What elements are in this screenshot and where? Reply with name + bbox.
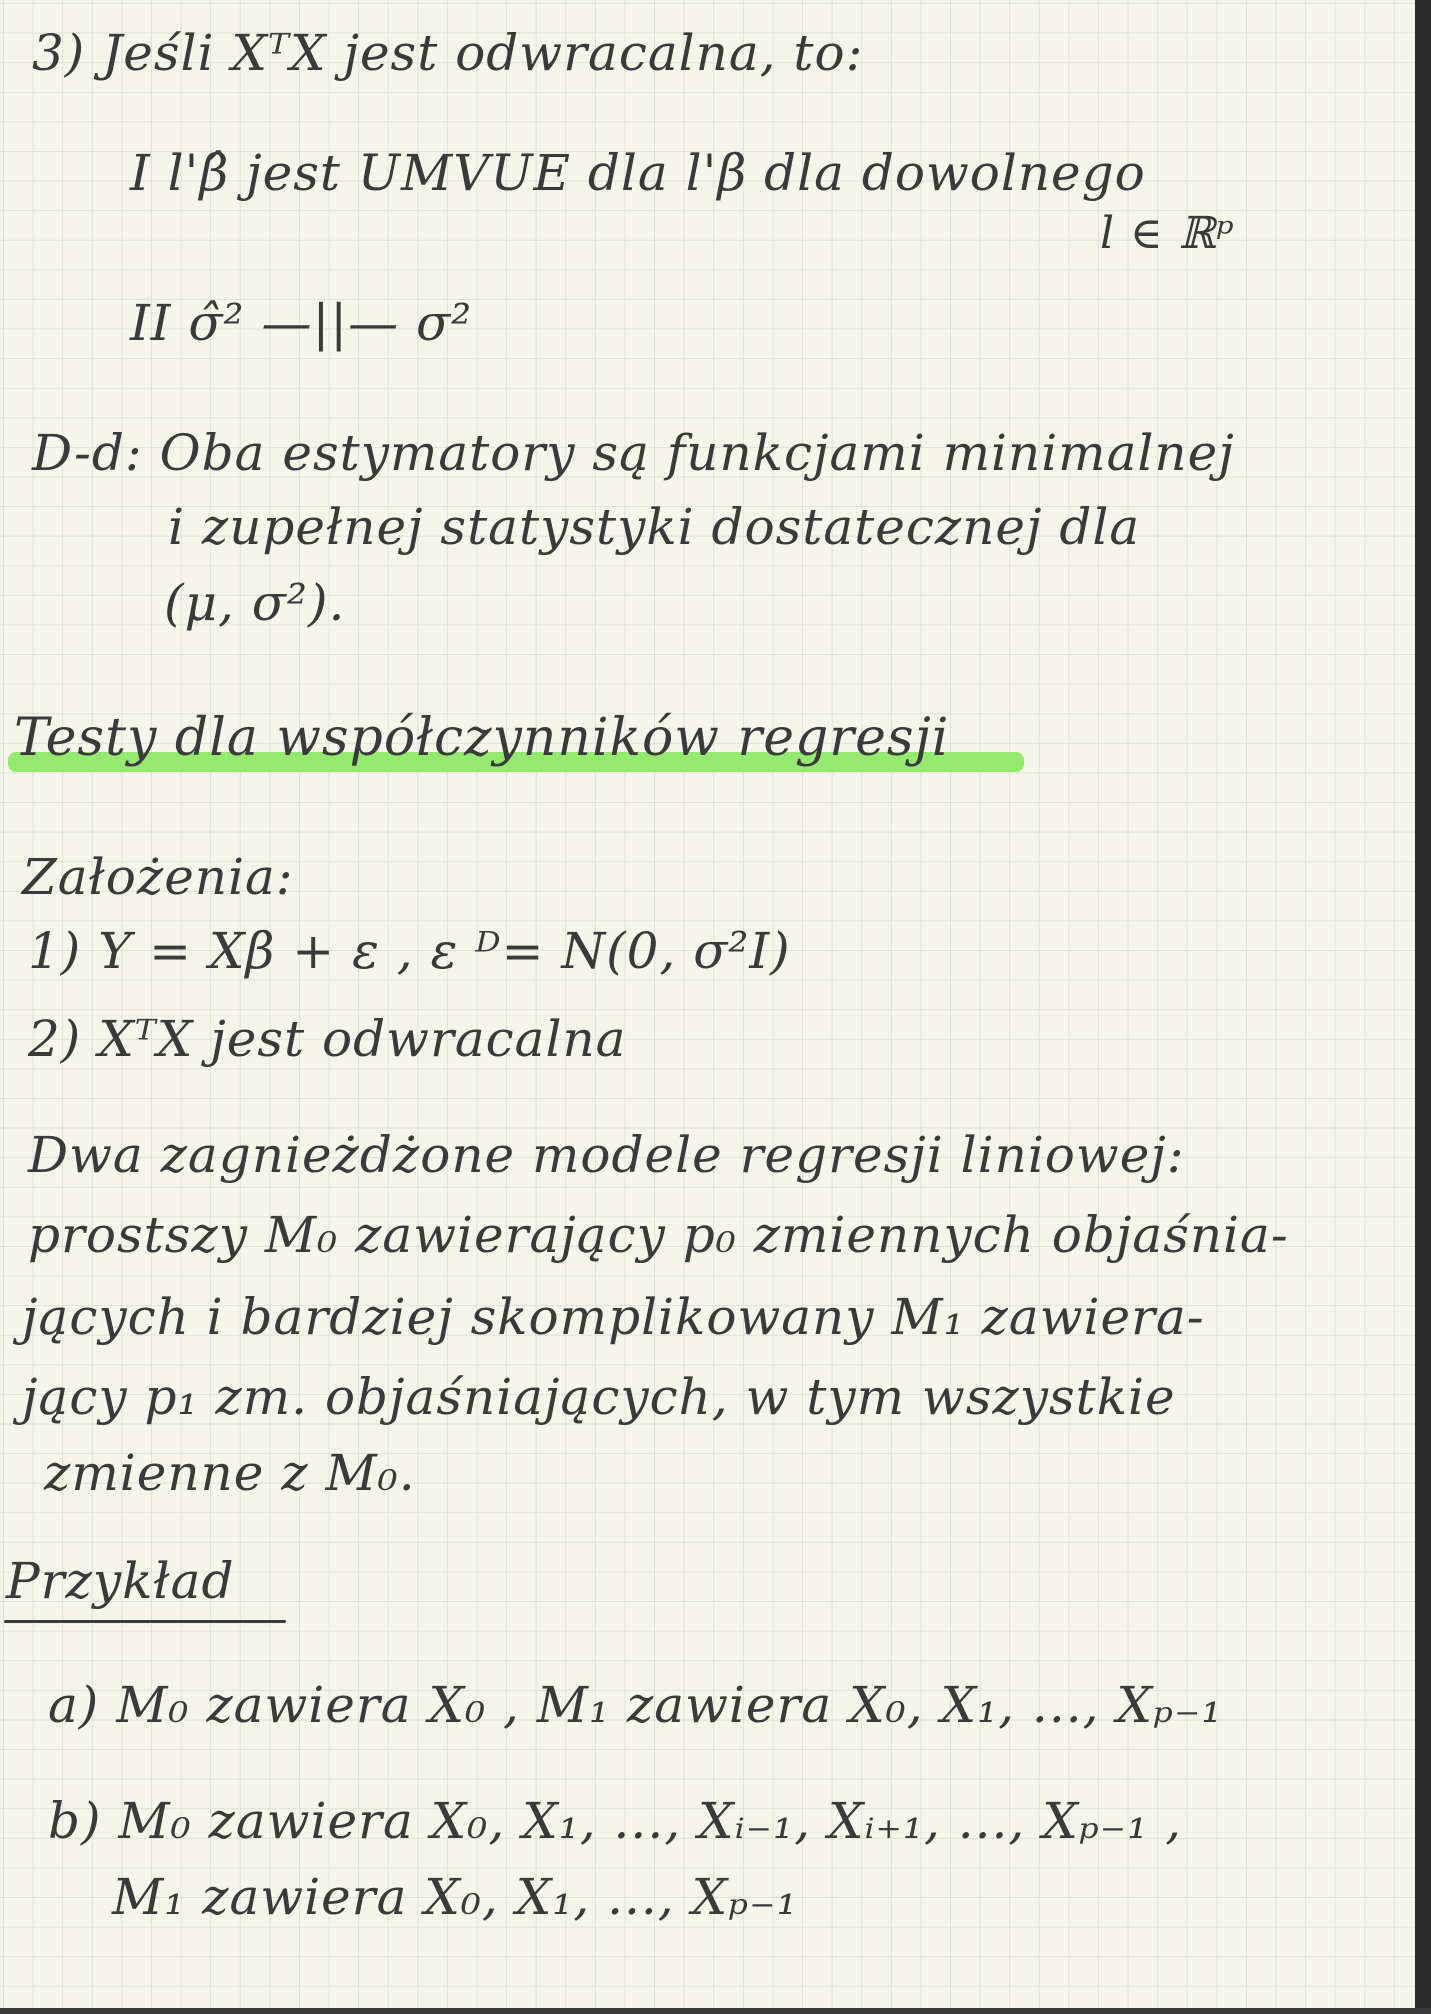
- note-line-6: i zupełnej statystyki dostatecznej dla: [168, 498, 1141, 556]
- note-line-13: prostszy M₀ zawierający p₀ zmiennych objaśnia-: [28, 1206, 1289, 1264]
- note-line-20: M₁ zawiera X₀, X₁, ..., Xₚ₋₁: [112, 1868, 798, 1926]
- note-line-7: (μ, σ²).: [164, 574, 346, 632]
- note-line-12: Dwa zagnieżdżone modele regresji liniowej:: [28, 1126, 1185, 1184]
- section-title: Testy dla współczynników regresji: [14, 708, 950, 768]
- note-line-4: II σ̂² —||— σ²: [130, 294, 473, 352]
- note-line-11: 2) XᵀX jest odwracalna: [28, 1010, 627, 1068]
- example-heading: Przykład: [6, 1552, 235, 1610]
- note-line-9: Założenia:: [22, 848, 294, 906]
- note-line-19: b) M₀ zawiera X₀, X₁, ..., Xᵢ₋₁, Xᵢ₊₁, ..., Xₚ₋₁ ,: [48, 1792, 1183, 1850]
- example-underline: [4, 1620, 286, 1623]
- note-line-2: I l'β̂ jest UMVUE dla l'β dla dowolnego: [130, 144, 1146, 202]
- window-frame-bottom: [0, 2008, 1431, 2014]
- note-line-16: zmienne z M₀.: [44, 1444, 416, 1502]
- window-frame-right: [1415, 0, 1431, 2014]
- note-line-1: 3) Jeśli XᵀX jest odwracalna, to:: [32, 24, 864, 82]
- note-line-15: jący p₁ zm. objaśniających, w tym wszystkie: [22, 1368, 1176, 1426]
- note-line-10: 1) Y = Xβ + ε , ε ᴰ= N(0, σ²I): [28, 922, 791, 980]
- note-line-18: a) M₀ zawiera X₀ , M₁ zawiera X₀, X₁, ..., Xₚ₋₁: [48, 1676, 1223, 1734]
- note-line-5: D-d: Oba estymatory są funkcjami minimalnej: [32, 424, 1235, 482]
- note-line-3: l ∈ ℝᵖ: [1100, 208, 1235, 259]
- note-line-14: jących i bardziej skomplikowany M₁ zawiera-: [22, 1288, 1205, 1346]
